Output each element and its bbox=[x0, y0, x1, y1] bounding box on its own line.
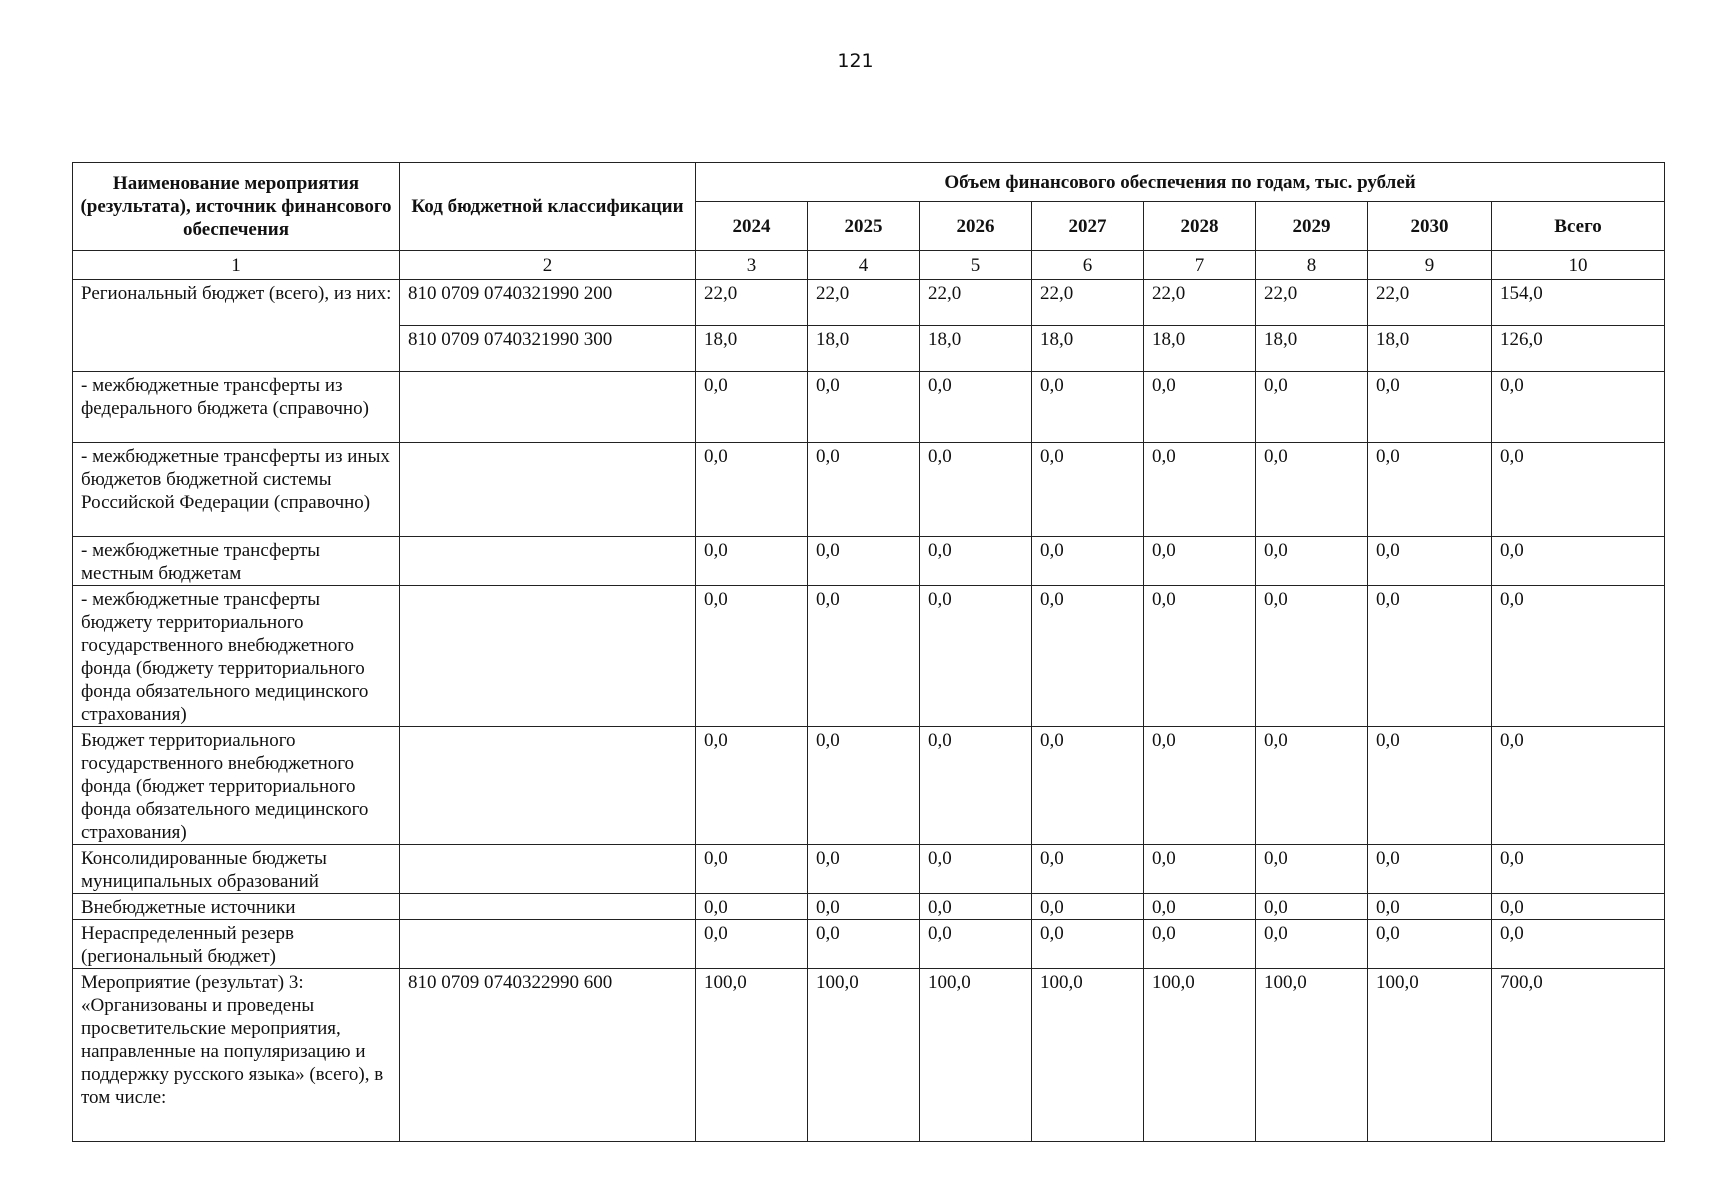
header-year: 2025 bbox=[808, 202, 920, 251]
row-value: 0,0 bbox=[1256, 537, 1368, 586]
row-value: 22,0 bbox=[920, 280, 1032, 326]
row-value: 0,0 bbox=[920, 443, 1032, 537]
row-value: 22,0 bbox=[1144, 280, 1256, 326]
row-value: 22,0 bbox=[1032, 280, 1144, 326]
row-value: 18,0 bbox=[1144, 326, 1256, 372]
row-value: 18,0 bbox=[696, 326, 808, 372]
row-value: 100,0 bbox=[920, 969, 1032, 1142]
column-number: 2 bbox=[400, 251, 696, 280]
header-name: Наименование мероприятия (результата), источник финансового обеспечения bbox=[73, 163, 400, 251]
table-row bbox=[73, 443, 1665, 537]
row-value: 0,0 bbox=[808, 894, 920, 920]
column-number: 9 bbox=[1368, 251, 1492, 280]
column-number: 7 bbox=[1144, 251, 1256, 280]
row-value: 22,0 bbox=[1256, 280, 1368, 326]
row-value: 0,0 bbox=[1492, 586, 1665, 727]
row-value: 0,0 bbox=[1256, 372, 1368, 443]
row-name: Мероприятие (результат) 3: «Организованы и проведены просветительские мероприятия, направленные на популяризацию и поддержку русского языка» (всего), в том числе: bbox=[73, 969, 400, 1142]
row-value: 0,0 bbox=[1492, 443, 1665, 537]
row-value: 0,0 bbox=[1032, 372, 1144, 443]
table-row bbox=[73, 894, 1665, 920]
row-code bbox=[400, 586, 696, 727]
row-name: Бюджет территориального государственного внебюджетного фонда (бюджет территориального фонда обязательного медицинского страхования) bbox=[73, 727, 400, 845]
row-value: 0,0 bbox=[808, 920, 920, 969]
row-value: 0,0 bbox=[1368, 372, 1492, 443]
row-code: 810 0709 0740321990 200 bbox=[400, 280, 696, 326]
row-value: 0,0 bbox=[696, 586, 808, 727]
row-value: 100,0 bbox=[1144, 969, 1256, 1142]
row-code: 810 0709 0740322990 600 bbox=[400, 969, 696, 1142]
row-value: 0,0 bbox=[1368, 894, 1492, 920]
row-value: 0,0 bbox=[1256, 727, 1368, 845]
row-value: 0,0 bbox=[1368, 586, 1492, 727]
row-value: 0,0 bbox=[1492, 894, 1665, 920]
header-year: 2028 bbox=[1144, 202, 1256, 251]
row-value: 0,0 bbox=[1144, 586, 1256, 727]
row-value: 0,0 bbox=[1368, 727, 1492, 845]
row-value: 0,0 bbox=[920, 894, 1032, 920]
row-value: 0,0 bbox=[696, 443, 808, 537]
row-value: 100,0 bbox=[1256, 969, 1368, 1142]
row-value: 22,0 bbox=[696, 280, 808, 326]
table-row bbox=[73, 537, 1665, 586]
row-value: 22,0 bbox=[808, 280, 920, 326]
row-value: 0,0 bbox=[1492, 372, 1665, 443]
row-code: 810 0709 0740321990 300 bbox=[400, 326, 696, 372]
header-year: 2030 bbox=[1368, 202, 1492, 251]
row-value: 0,0 bbox=[1256, 443, 1368, 537]
row-value: 0,0 bbox=[808, 372, 920, 443]
row-value: 18,0 bbox=[1256, 326, 1368, 372]
header-year: 2024 bbox=[696, 202, 808, 251]
row-value: 0,0 bbox=[696, 372, 808, 443]
row-value: 0,0 bbox=[1032, 920, 1144, 969]
row-value: 0,0 bbox=[920, 727, 1032, 845]
row-value: 0,0 bbox=[1032, 443, 1144, 537]
row-value: 0,0 bbox=[1368, 845, 1492, 894]
row-value: 0,0 bbox=[1492, 537, 1665, 586]
row-value: 0,0 bbox=[1368, 443, 1492, 537]
row-code bbox=[400, 894, 696, 920]
row-value: 0,0 bbox=[1368, 537, 1492, 586]
page-number: 121 bbox=[837, 50, 874, 72]
row-value: 0,0 bbox=[920, 920, 1032, 969]
row-value: 0,0 bbox=[1144, 845, 1256, 894]
row-value: 0,0 bbox=[1032, 727, 1144, 845]
header-volume: Объем финансового обеспечения по годам, тыс. рублей bbox=[696, 163, 1665, 202]
row-name: - межбюджетные трансферты бюджету территориального государственного внебюджетного фонда (бюджету территориального фонда обязательного медицинского страхования) bbox=[73, 586, 400, 727]
row-value: 0,0 bbox=[920, 537, 1032, 586]
row-value: 18,0 bbox=[808, 326, 920, 372]
column-number: 6 bbox=[1032, 251, 1144, 280]
row-value: 0,0 bbox=[920, 845, 1032, 894]
table-row bbox=[73, 372, 1665, 443]
row-value: 18,0 bbox=[1032, 326, 1144, 372]
table-row bbox=[73, 586, 1665, 727]
row-value: 0,0 bbox=[696, 920, 808, 969]
row-name: Консолидированные бюджеты муниципальных образований bbox=[73, 845, 400, 894]
table-row bbox=[73, 727, 1665, 845]
row-value: 0,0 bbox=[1032, 845, 1144, 894]
row-value: 0,0 bbox=[808, 845, 920, 894]
row-name: Внебюджетные источники bbox=[73, 894, 400, 920]
row-value: 0,0 bbox=[696, 894, 808, 920]
row-value: 0,0 bbox=[1144, 372, 1256, 443]
header-year: 2029 bbox=[1256, 202, 1368, 251]
column-number: 3 bbox=[696, 251, 808, 280]
row-value: 100,0 bbox=[808, 969, 920, 1142]
row-value: 0,0 bbox=[808, 586, 920, 727]
row-value: 0,0 bbox=[1256, 845, 1368, 894]
row-value: 0,0 bbox=[1144, 443, 1256, 537]
header-year: 2027 bbox=[1032, 202, 1144, 251]
row-value: 100,0 bbox=[1368, 969, 1492, 1142]
row-value: 0,0 bbox=[808, 727, 920, 845]
row-code bbox=[400, 727, 696, 845]
row-value: 0,0 bbox=[1492, 845, 1665, 894]
row-value: 0,0 bbox=[1032, 537, 1144, 586]
row-value: 126,0 bbox=[1492, 326, 1665, 372]
row-name: Региональный бюджет (всего), из них: bbox=[73, 280, 400, 372]
row-name: - межбюджетные трансферты из иных бюджетов бюджетной системы Российской Федерации (справочно) bbox=[73, 443, 400, 537]
row-value: 0,0 bbox=[808, 443, 920, 537]
row-value: 0,0 bbox=[1492, 727, 1665, 845]
row-value: 18,0 bbox=[920, 326, 1032, 372]
row-value: 700,0 bbox=[1492, 969, 1665, 1142]
row-value: 0,0 bbox=[1144, 727, 1256, 845]
row-value: 0,0 bbox=[1144, 920, 1256, 969]
row-value: 18,0 bbox=[1368, 326, 1492, 372]
row-value: 0,0 bbox=[1256, 894, 1368, 920]
column-number: 1 bbox=[73, 251, 400, 280]
row-value: 0,0 bbox=[1256, 920, 1368, 969]
table-row bbox=[73, 969, 1665, 1142]
column-number: 4 bbox=[808, 251, 920, 280]
row-name: Нераспределенный резерв (региональный бюджет) bbox=[73, 920, 400, 969]
row-value: 0,0 bbox=[1368, 920, 1492, 969]
row-value: 154,0 bbox=[1492, 280, 1665, 326]
row-value: 0,0 bbox=[1256, 586, 1368, 727]
row-value: 0,0 bbox=[1032, 586, 1144, 727]
row-value: 0,0 bbox=[808, 537, 920, 586]
column-number: 8 bbox=[1256, 251, 1368, 280]
budget-table bbox=[72, 162, 1665, 1142]
column-number: 10 bbox=[1492, 251, 1665, 280]
row-value: 0,0 bbox=[920, 586, 1032, 727]
row-name: - межбюджетные трансферты из федерального бюджета (справочно) bbox=[73, 372, 400, 443]
row-value: 100,0 bbox=[1032, 969, 1144, 1142]
row-code bbox=[400, 920, 696, 969]
table-row bbox=[73, 920, 1665, 969]
header-year: 2026 bbox=[920, 202, 1032, 251]
row-code bbox=[400, 537, 696, 586]
row-name: - межбюджетные трансферты местным бюджетам bbox=[73, 537, 400, 586]
table-row bbox=[73, 280, 1665, 326]
header-total: Всего bbox=[1492, 202, 1665, 251]
table-row bbox=[73, 845, 1665, 894]
row-value: 0,0 bbox=[1492, 920, 1665, 969]
row-code bbox=[400, 845, 696, 894]
row-value: 100,0 bbox=[696, 969, 808, 1142]
row-value: 0,0 bbox=[1032, 894, 1144, 920]
row-value: 0,0 bbox=[920, 372, 1032, 443]
row-value: 0,0 bbox=[1144, 894, 1256, 920]
header-code: Код бюджетной классификации bbox=[400, 163, 696, 251]
row-value: 0,0 bbox=[1144, 537, 1256, 586]
row-code bbox=[400, 443, 696, 537]
row-value: 0,0 bbox=[696, 727, 808, 845]
column-number: 5 bbox=[920, 251, 1032, 280]
row-value: 22,0 bbox=[1368, 280, 1492, 326]
row-value: 0,0 bbox=[696, 845, 808, 894]
row-code bbox=[400, 372, 696, 443]
row-value: 0,0 bbox=[696, 537, 808, 586]
